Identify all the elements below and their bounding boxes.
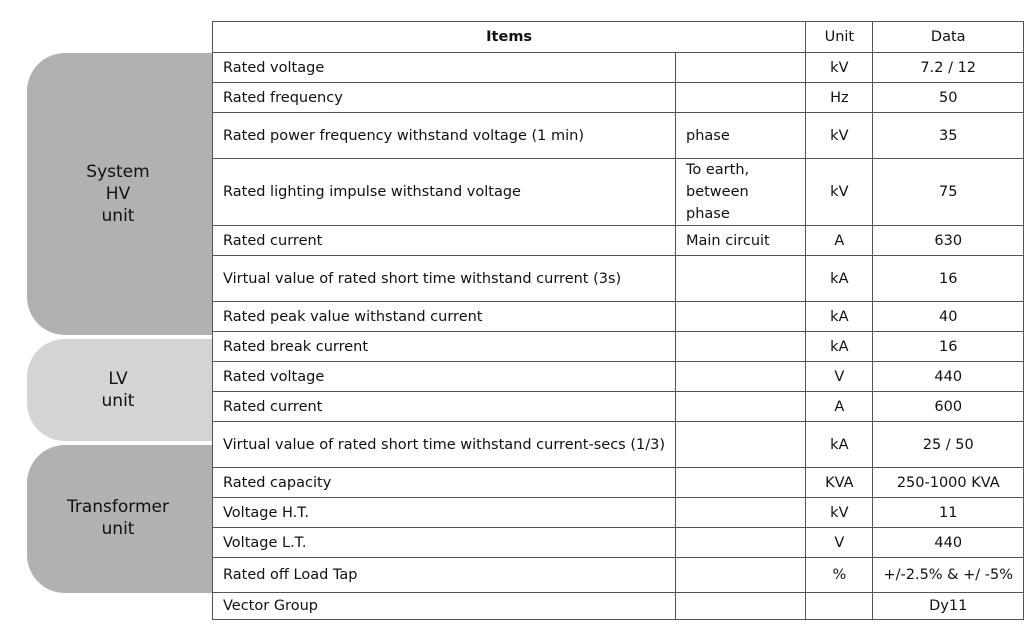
row-unit: A [806, 392, 873, 422]
row-item-name: Rated voltage [213, 53, 676, 83]
table-row [213, 332, 1024, 362]
row-item-condition: To earth, between phase [676, 159, 806, 226]
table-row [213, 53, 1024, 83]
row-item-condition [676, 468, 806, 498]
row-unit: kA [806, 422, 873, 468]
row-unit: V [806, 362, 873, 392]
header-unit: Unit [806, 22, 873, 53]
row-unit: kV [806, 159, 873, 226]
row-item-condition [676, 528, 806, 558]
row-unit: kV [806, 498, 873, 528]
row-data: 16 [873, 256, 1024, 302]
group-label-line: unit [101, 391, 135, 411]
row-data: 11 [873, 498, 1024, 528]
table-row [213, 256, 1024, 302]
row-item-condition [676, 593, 806, 620]
row-item-condition [676, 498, 806, 528]
group-label-line: unit [101, 519, 135, 539]
header-items: Items [213, 22, 806, 53]
row-data: 440 [873, 362, 1024, 392]
row-item-name: Virtual value of rated short time withstand current (3s) [213, 256, 676, 302]
row-item-name: Rated current [213, 392, 676, 422]
table-row [213, 113, 1024, 159]
row-data: 440 [873, 528, 1024, 558]
table-row [213, 159, 1024, 226]
row-item-name: Rated capacity [213, 468, 676, 498]
row-data: 7.2 / 12 [873, 53, 1024, 83]
row-item-name: Rated current [213, 226, 676, 256]
group-label-transformer-unit [38, 496, 198, 540]
row-item-name: Rated off Load Tap [213, 558, 676, 593]
specification-table [212, 21, 1024, 620]
table-row [213, 83, 1024, 113]
row-item-condition: Main circuit [676, 226, 806, 256]
row-unit: kV [806, 113, 873, 159]
row-item-condition [676, 83, 806, 113]
row-data: 250-1000 KVA [873, 468, 1024, 498]
row-unit: % [806, 558, 873, 593]
row-unit: kA [806, 256, 873, 302]
row-data: 25 / 50 [873, 422, 1024, 468]
table-row [213, 226, 1024, 256]
table-row [213, 498, 1024, 528]
group-label-line: HV [105, 184, 131, 204]
row-item-name: Rated lighting impulse withstand voltage [213, 159, 676, 226]
row-data: 40 [873, 302, 1024, 332]
row-item-condition [676, 392, 806, 422]
group-label-line: unit [101, 206, 135, 226]
row-unit: kA [806, 332, 873, 362]
table-row [213, 302, 1024, 332]
row-item-name: Vector Group [213, 593, 676, 620]
row-data: 16 [873, 332, 1024, 362]
row-item-name: Rated break current [213, 332, 676, 362]
row-unit: Hz [806, 83, 873, 113]
header-data: Data [873, 22, 1024, 53]
row-item-name: Voltage L.T. [213, 528, 676, 558]
row-data: 75 [873, 159, 1024, 226]
row-unit: kA [806, 302, 873, 332]
row-data: 50 [873, 83, 1024, 113]
group-label-line: System [86, 162, 150, 182]
row-unit: KVA [806, 468, 873, 498]
row-item-name: Virtual value of rated short time withstand current-secs (1/3) [213, 422, 676, 468]
group-label-line: Transformer [66, 497, 169, 517]
table-header-row [213, 22, 1024, 53]
table-row [213, 422, 1024, 468]
table-row [213, 558, 1024, 593]
row-data: 600 [873, 392, 1024, 422]
row-item-condition [676, 362, 806, 392]
table-row [213, 528, 1024, 558]
row-item-name: Voltage H.T. [213, 498, 676, 528]
row-item-condition [676, 422, 806, 468]
row-item-name: Rated voltage [213, 362, 676, 392]
table-row [213, 362, 1024, 392]
row-item-condition [676, 332, 806, 362]
row-item-condition: phase [676, 113, 806, 159]
table-row [213, 392, 1024, 422]
row-data: Dy11 [873, 593, 1024, 620]
group-label-system-hv-unit [38, 161, 198, 227]
group-label-lv-unit [38, 368, 198, 412]
row-data: 630 [873, 226, 1024, 256]
row-item-condition [676, 558, 806, 593]
row-data: +/-2.5% & +/ -5% [873, 558, 1024, 593]
row-unit: A [806, 226, 873, 256]
row-unit [806, 593, 873, 620]
row-item-name: Rated power frequency withstand voltage (1 min) [213, 113, 676, 159]
group-label-line: LV [108, 369, 128, 389]
row-item-name: Rated frequency [213, 83, 676, 113]
row-item-name: Rated peak value withstand current [213, 302, 676, 332]
row-item-condition [676, 53, 806, 83]
row-unit: kV [806, 53, 873, 83]
row-item-condition [676, 256, 806, 302]
row-data: 35 [873, 113, 1024, 159]
table-row [213, 593, 1024, 620]
row-item-condition [676, 302, 806, 332]
row-unit: V [806, 528, 873, 558]
table-row [213, 468, 1024, 498]
